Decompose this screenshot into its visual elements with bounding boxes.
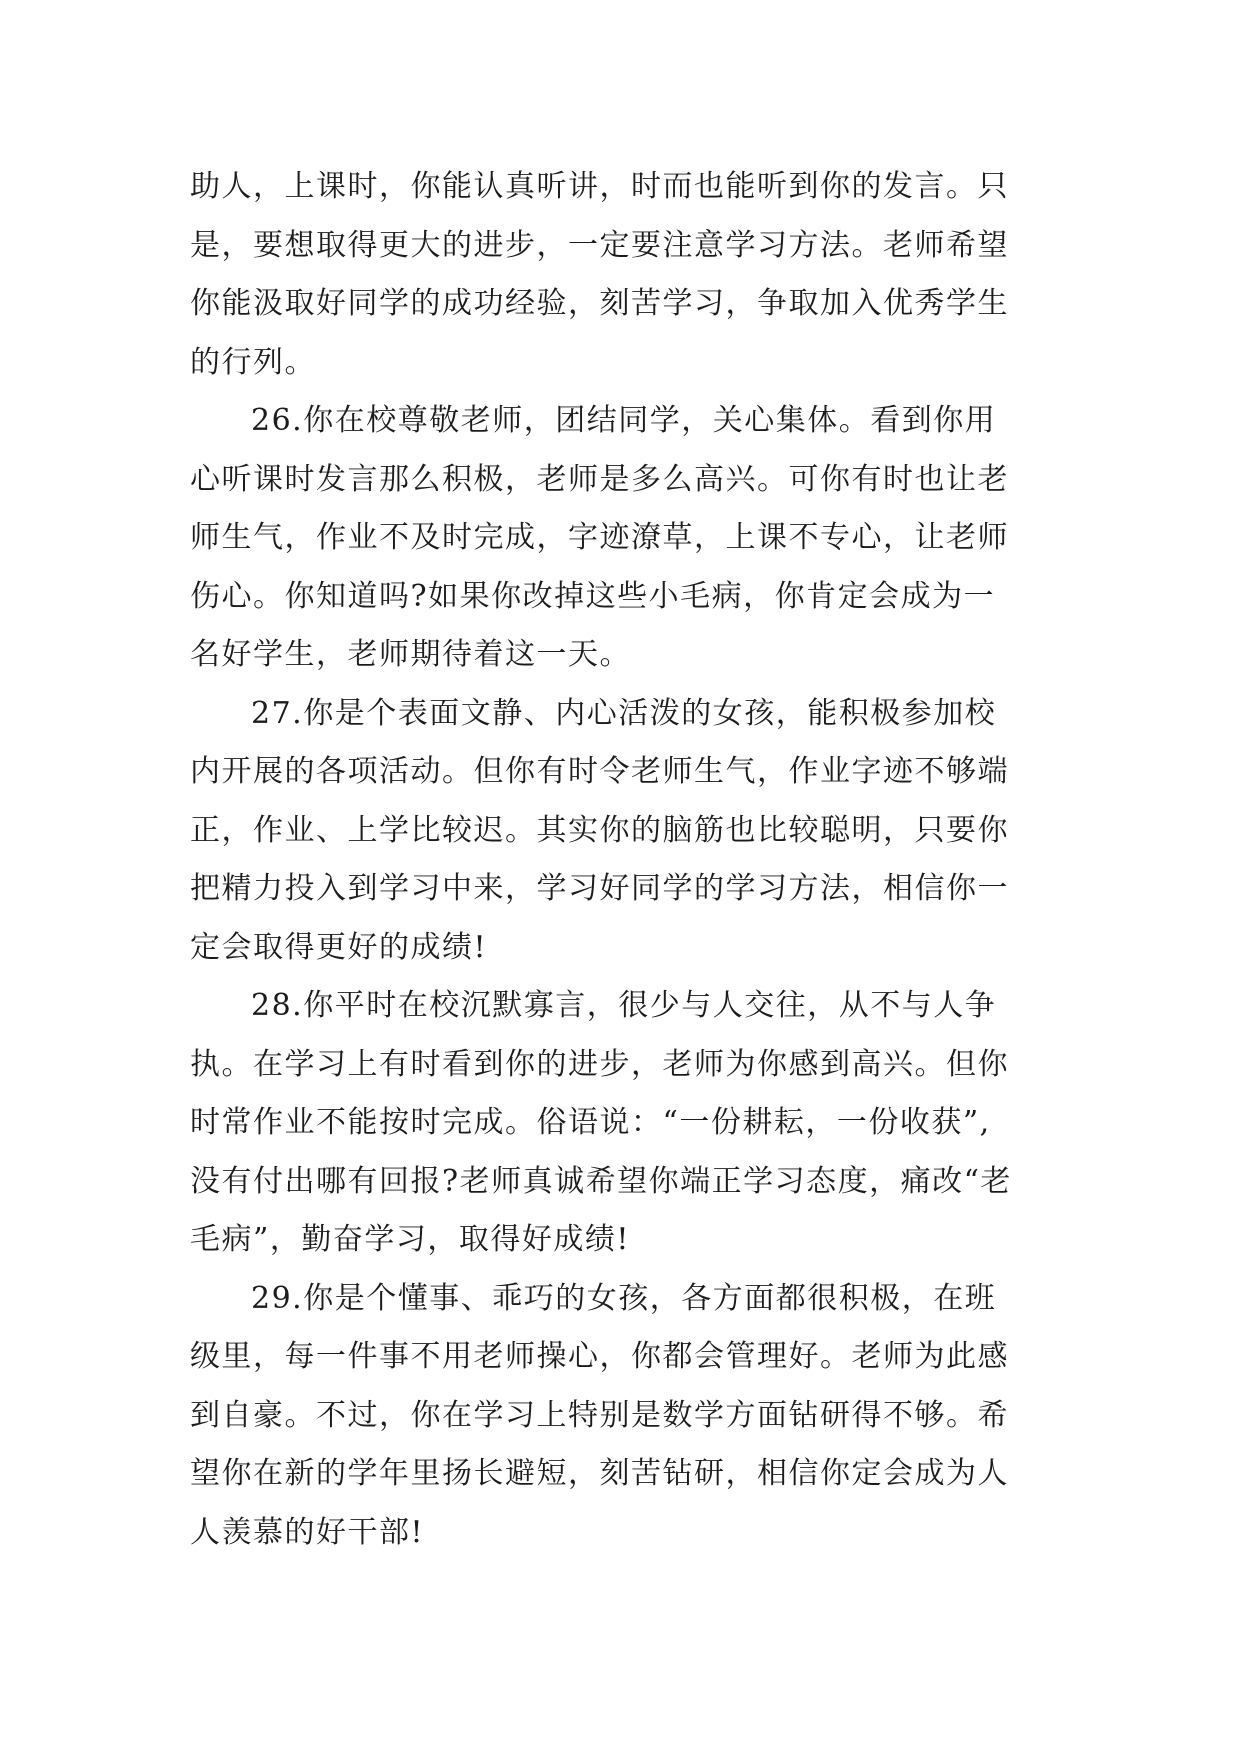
text-line: 没有付出哪有回报?老师真诚希望你端正学习态度，痛改“老 [190,1163,1012,1199]
text-line: 到自豪。不过，你在学习上特别是数学方面钻研得不够。希 [190,1397,1009,1433]
text-line: 定会取得更好的成绩! [190,929,488,965]
text-line: 心听课时发言那么积极，老师是多么高兴。可你有时也让老 [190,461,1009,497]
comment-text-block [190,158,1060,1562]
paragraph-start-28: 28.你平时在校沉默寡言，很少与人交往，从不与人争 [251,988,997,1023]
paragraph-start-27: 27.你是个表面文静、内心活泼的女孩，能积极参加校 [251,695,997,731]
paragraph-start-26: 26.你在校尊敬老师，团结同学，关心集体。看到你用 [251,403,997,438]
text-line: 执。在学习上有时看到你的进步，老师为你感到高兴。但你 [190,1046,1009,1082]
text-line: 级里，每一件事不用老师操心，你都会管理好。老师为此感 [190,1339,1009,1374]
text-line: 你能汲取好同学的成功经验，刻苦学习，争取加入优秀学生 [190,286,1009,321]
text-line: 的行列。 [190,344,316,380]
text-line: 毛病”，勤奋学习，取得好成绩! [190,1222,630,1257]
text-line: 助人，上课时，你能认真听讲，时而也能听到你的发言。只 [190,169,1009,204]
text-line: 师生气，作业不及时完成，字迹潦草，上课不专心，让老师 [190,520,1009,555]
text-line: 望你在新的学年里扬长避短，刻苦钻研，相信你定会成为人 [190,1456,1009,1491]
text-line: 是，要想取得更大的进步，一定要注意学习方法。老师希望 [190,227,1009,263]
text-line: 人羡慕的好干部! [190,1514,425,1550]
text-line: 正，作业、上学比较迟。其实你的脑筋也比较聪明，只要你 [190,812,1009,848]
text-line: 伤心。你知道吗?如果你改掉这些小毛病，你肯定会成为一 [190,578,996,614]
text-line: 把精力投入到学习中来，学习好同学的学习方法，相信你一 [190,871,1009,906]
text-line: 名好学生，老师期待着这一天。 [190,637,631,672]
paragraph-start-29: 29.你是个懂事、乖巧的女孩，各方面都很积极，在班 [251,1280,997,1316]
text-line: 内开展的各项活动。但你有时令老师生气，作业字迹不够端 [190,754,1009,789]
text-line: 时常作业不能按时完成。俗语说：“一份耕耘，一份收获”, [190,1105,991,1140]
